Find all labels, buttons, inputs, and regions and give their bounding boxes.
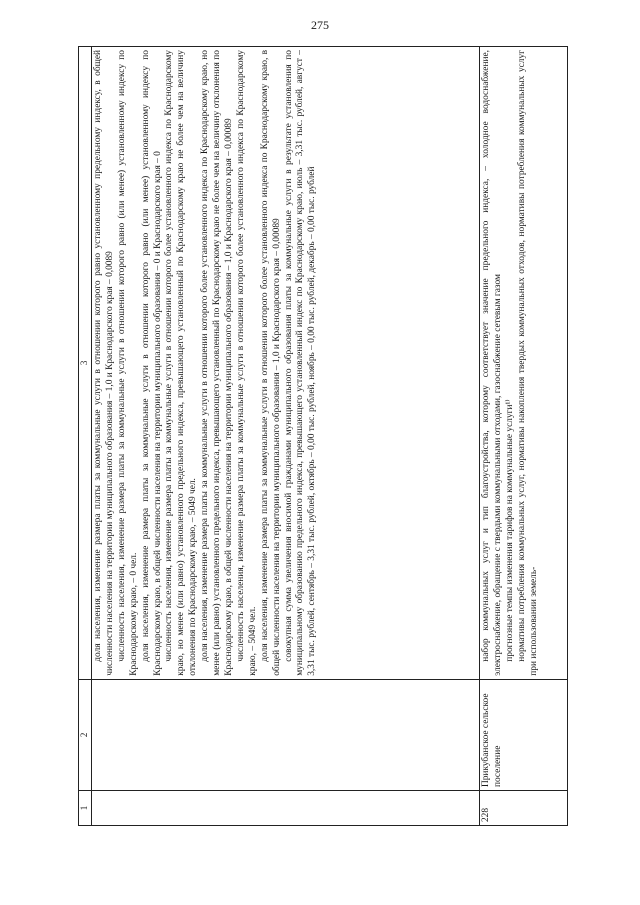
header-col-3: 3 — [79, 47, 92, 680]
paragraph: набор коммунальных услуг и тип благоустройства, которому соответствует значение предельного индекса, – холодное водоснабжение, электроснабжение, обращение с твердыми коммунальными отходами, газоснабжение сетевым газом — [481, 50, 503, 676]
paragraph: численность населения, изменение размера платы за коммунальные услуги в отношении которого более установленного индекса по Краснодарскому краю, – 5049 чел. — [235, 50, 258, 676]
paragraph: доля населения, изменение размера платы за коммунальные услуги в отношении которого более установленного индекса по Краснодарскому краю, в общей численности населения на территории муниципального образования – 1,0 и Краснодарского края – 0,00089 — [259, 50, 282, 676]
row-number-cell — [92, 791, 480, 826]
paragraph: прогнозные темпы изменения тарифов на коммунальные услуги¹⁾ — [504, 399, 515, 662]
paragraph: доля населения, изменение размера платы за коммунальные услуги в отношении которого более установленного индекса по Краснодарскому краю, но менее (или равно) установленного предельного индекса, превышающего установленный по Краснодарскому краю не более чем на величину отклонения по Краснодарскому краю, в общей численности населения на территории муниципального образования – 1,0 и Краснодарского края – 0,00089 — [200, 50, 234, 676]
header-col-1: 1 — [79, 791, 92, 826]
row-description-cell — [92, 47, 480, 680]
table-row-continued — [92, 47, 480, 826]
paragraph: совокупная сумма увеличения вносимой гражданами муниципального образования платы за коммунальные услуги в результате установления по муниципальному образованию предельного индекса, превышающего установленный индекс по Краснодарскому краю, июль – 3,31 тыс. рублей, август – 3,31 тыс. рублей, сентябрь – 3,31 тыс. рублей, октябрь – 0,00 тыс. рублей, ноябрь – 0,00 тыс. рублей, декабрь – 0,00 тыс. рублей — [283, 50, 318, 676]
header-row — [79, 47, 92, 826]
row-number: 228 — [480, 791, 568, 826]
row-description-cell — [480, 47, 568, 680]
page-number: 275 — [311, 18, 329, 32]
table-row-228 — [480, 47, 568, 826]
paragraph: нормативы потребления коммунальных услуг, нормативы накопления твердых коммунальных отходов, нормативы потребления коммунальных услуг при использовании земель- — [516, 50, 539, 676]
paragraph: доля населения, изменение размера платы за коммунальные услуги в отношении которого равно установленному предельному индексу, в общей численности населения на территории муниципального образования – 1,0 и Краснодарского края – 0,0089 — [93, 50, 115, 676]
header-col-2: 2 — [79, 679, 92, 790]
row-name-cell — [92, 679, 480, 790]
data-table — [78, 46, 568, 826]
paragraph: доля населения, изменение размера платы за коммунальные услуги в отношении которого равно (или менее) установленному индексу по Краснодарскому краю, в общей численности населения на территории муниципального образования – 0 и Краснодарского края – 0 — [140, 50, 163, 676]
paragraph: численность населения, изменение размера платы за коммунальные услуги в отношении которого более установленного индекса по Краснодарскому краю, но менее (или равно) установленного предельного индекса, превышающего установленный по Краснодарскому краю не более чем на величину отклонения по Краснодарскому краю, – 5049 чел. — [164, 50, 199, 676]
settlement-name: Прикубанское сельское поселение — [480, 679, 568, 790]
paragraph: численность населения, изменение размера платы за коммунальные услуги в отношении которого равно (или менее) установленному индексу по Краснодарскому краю, – 0 чел. — [116, 50, 139, 676]
rotated-table — [78, 46, 568, 826]
